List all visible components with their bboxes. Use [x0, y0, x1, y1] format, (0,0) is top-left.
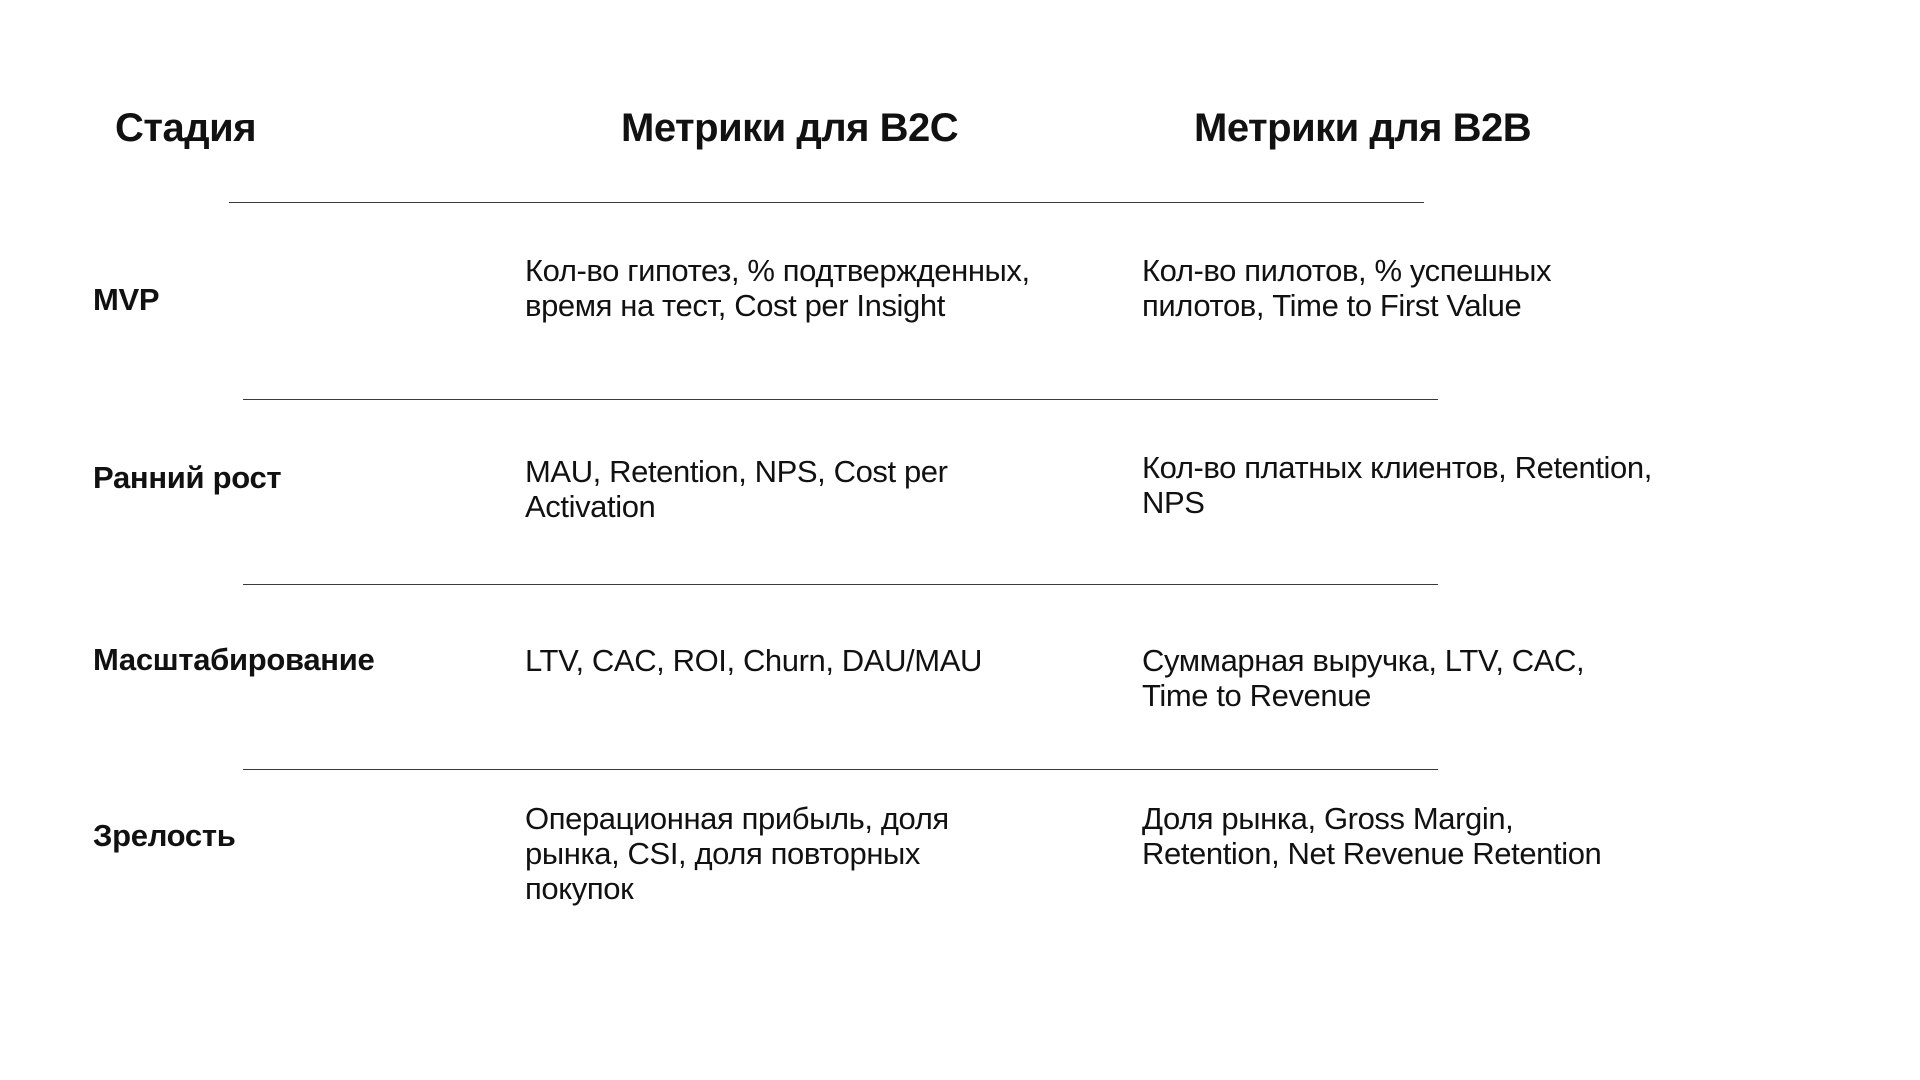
b2b-metrics-early-growth: Кол-во платных клиентов, Retention, NPS [1142, 450, 1652, 520]
row-divider [243, 399, 1438, 400]
stage-label-maturity: Зрелость [93, 818, 236, 853]
b2b-metrics-mvp: Кол-во пилотов, % успешных пилотов, Time to First Value [1142, 253, 1552, 323]
b2c-metrics-early-growth: MAU, Retention, NPS, Cost per Activation [525, 454, 948, 524]
b2c-metrics-scaling: LTV, CAC, ROI, Churn, DAU/MAU [525, 643, 982, 678]
header-b2b-metrics: Метрики для B2B [1194, 106, 1532, 150]
b2b-metrics-maturity: Доля рынка, Gross Margin, Retention, Net Revenue Retention [1142, 801, 1602, 871]
header-divider [229, 202, 1424, 203]
stage-label-mvp: MVP [93, 282, 160, 317]
header-stage: Стадия [115, 106, 257, 150]
b2b-metrics-scaling: Суммарная выручка, LTV, CAC, Time to Revenue [1142, 643, 1585, 713]
row-divider [243, 584, 1438, 585]
header-b2c-metrics: Метрики для B2C [621, 106, 959, 150]
stage-label-early-growth: Ранний рост [93, 460, 282, 495]
stage-label-scaling: Масштабирование [93, 642, 375, 677]
b2c-metrics-maturity: Операционная прибыль, доля рынка, CSI, доля повторных покупок [525, 801, 949, 906]
b2c-metrics-mvp: Кол-во гипотез, % подтвержденных, время на тест, Cost per Insight [525, 253, 1030, 323]
row-divider [243, 769, 1438, 770]
